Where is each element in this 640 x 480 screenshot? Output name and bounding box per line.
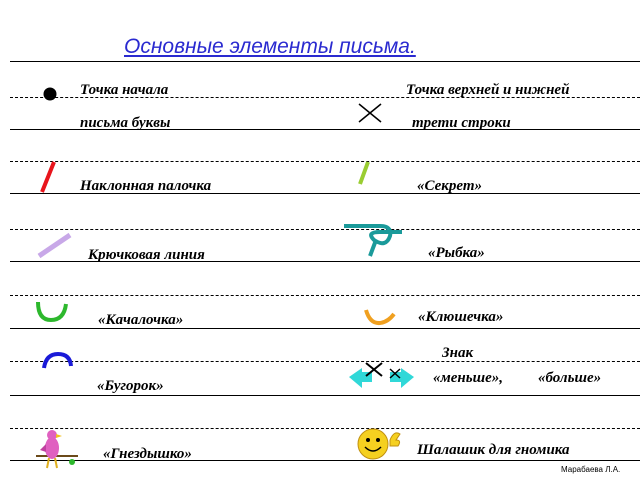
left-label-hook-line: Крючковая линия [88, 247, 205, 263]
less-greater-sign-icon [346, 360, 418, 392]
fish-loop-icon [340, 218, 406, 258]
hump-icon [40, 350, 76, 374]
hockey-stick-icon [362, 304, 398, 328]
rule-line [10, 361, 640, 362]
right-label-third-dot-2: трети строки [412, 115, 511, 131]
left-label-nest: «Гнездышко» [103, 446, 192, 462]
right-label-fish: «Рыбка» [428, 245, 485, 261]
rule-line [10, 229, 640, 230]
rule-line [10, 161, 640, 162]
right-label-third-dot-1: Точка верхней и нижней [406, 82, 570, 98]
hook-line-icon [34, 232, 74, 260]
left-label-slanted-stick: Наклонная палочка [80, 178, 212, 194]
right-label-sign-3: «больше» [538, 370, 602, 386]
left-label-rocker: «Качалочка» [98, 312, 184, 328]
smiley-icon [356, 426, 406, 462]
right-label-hockey-stick: «Клюшечка» [418, 309, 504, 325]
cross-mark-icon [357, 102, 383, 124]
left-label-start-dot-1: Точка начала [80, 82, 169, 98]
rule-line [10, 428, 640, 429]
author-credit: Марабаева Л.А. [561, 465, 621, 474]
dot-icon [42, 86, 58, 102]
secret-stroke-icon [354, 160, 374, 186]
rule-line [10, 295, 640, 296]
right-label-sign-2: «меньше», [433, 370, 504, 386]
left-label-hump: «Бугорок» [97, 378, 164, 394]
page-title: Основные элементы письма. [124, 35, 416, 58]
slanted-stick-icon [36, 160, 60, 194]
rule-line [10, 61, 640, 62]
bird-icon [34, 426, 80, 472]
right-label-smiley: Шалашик для гномика [417, 442, 570, 458]
left-label-start-dot-2: письма буквы [80, 115, 171, 131]
right-label-sign-1: Знак [442, 345, 474, 361]
rocker-icon [34, 298, 70, 326]
rule-line [10, 395, 640, 396]
right-label-secret: «Секрет» [417, 178, 482, 194]
